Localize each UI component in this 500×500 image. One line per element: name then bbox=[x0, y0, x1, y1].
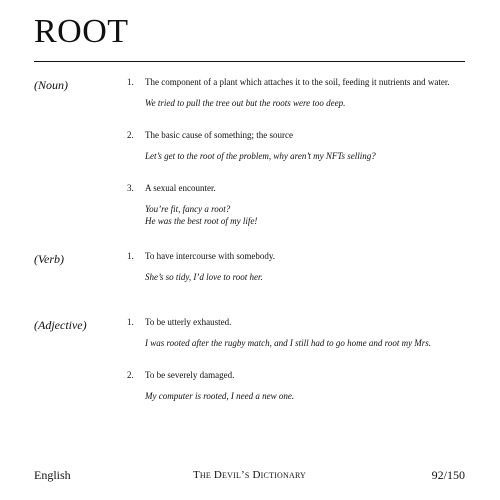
sense-definition: The component of a plant which attaches it to the soil, feeding it nutrients and water. bbox=[145, 77, 450, 87]
sense-number: 3. bbox=[127, 183, 134, 193]
pos-label: (Noun) bbox=[34, 78, 68, 92]
sense-example: You’re fit, fancy a root? He was the best root of my life! bbox=[145, 204, 258, 226]
pos-label: (Verb) bbox=[34, 252, 64, 266]
footer-language: English bbox=[34, 468, 71, 482]
sense-body bbox=[145, 316, 466, 349]
pos-block-verb bbox=[34, 250, 466, 312]
sense-number: 2. bbox=[127, 130, 134, 140]
sense-definition: To be severely damaged. bbox=[145, 370, 235, 380]
dictionary-entries bbox=[34, 72, 466, 426]
pos-block-adjective bbox=[34, 316, 466, 426]
pos-block-noun bbox=[34, 76, 466, 246]
sense-item bbox=[127, 250, 466, 283]
sense-item bbox=[127, 129, 466, 162]
footer-book-title: The Devil’s Dictionary bbox=[192, 469, 307, 481]
sense-body bbox=[145, 182, 466, 227]
sense-number: 1. bbox=[127, 317, 134, 327]
sense-item bbox=[127, 316, 466, 349]
sense-body bbox=[145, 369, 466, 402]
headword: ROOT bbox=[34, 13, 129, 50]
sense-number: 1. bbox=[127, 251, 134, 261]
sense-definition: A sexual encounter. bbox=[145, 183, 216, 193]
footer-page-number: 92/150 bbox=[431, 468, 465, 482]
sense-example: I was rooted after the rugby match, and I still had to go home and root my Mrs. bbox=[145, 338, 432, 348]
sense-number: 2. bbox=[127, 370, 134, 380]
sense-body bbox=[145, 250, 466, 283]
sense-example: We tried to pull the tree out but the roots were too deep. bbox=[145, 98, 346, 108]
sense-example: Let’s get to the root of the problem, why aren’t my NFTs selling? bbox=[145, 151, 376, 161]
sense-example: My computer is rooted, I need a new one. bbox=[145, 391, 295, 401]
sense-item bbox=[127, 182, 466, 227]
sense-body bbox=[145, 129, 466, 162]
sense-definition: To be utterly exhausted. bbox=[145, 317, 232, 327]
sense-example: She’s so tidy, I’d love to root her. bbox=[145, 272, 263, 282]
sense-definition: To have intercourse with somebody. bbox=[145, 251, 276, 261]
sense-item bbox=[127, 76, 466, 109]
pos-label: (Adjective) bbox=[34, 318, 87, 332]
senses-list bbox=[127, 316, 466, 402]
sense-item bbox=[127, 369, 466, 402]
sense-definition: The basic cause of something; the source bbox=[145, 130, 293, 140]
senses-list bbox=[127, 76, 466, 227]
sense-number: 1. bbox=[127, 77, 134, 87]
senses-list bbox=[127, 250, 466, 283]
sense-body bbox=[145, 76, 466, 109]
title-rule bbox=[34, 61, 465, 62]
